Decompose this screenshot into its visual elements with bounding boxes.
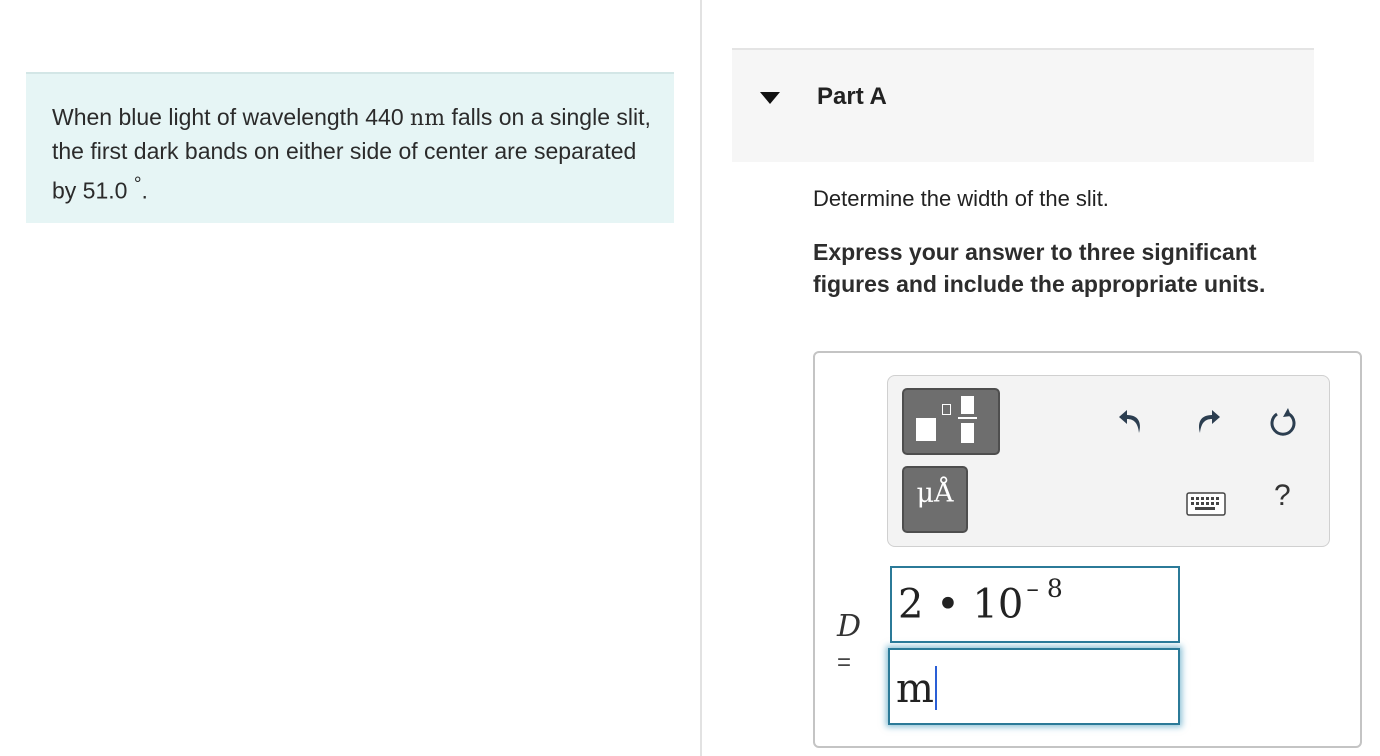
problem-statement-box <box>26 72 674 223</box>
problem-text-before: When blue light of wavelength 440 <box>52 104 404 130</box>
equals-label: = <box>837 649 852 676</box>
reset-icon[interactable] <box>1267 407 1299 439</box>
units-input[interactable] <box>888 648 1180 725</box>
question-text: Determine the width of the slit. <box>813 186 1109 211</box>
keyboard-icon[interactable] <box>1186 492 1226 518</box>
wavelength-unit: nm <box>410 106 446 131</box>
fraction-template-button[interactable] <box>902 388 1000 455</box>
problem-text-after: falls on a single slit, the first dark bands on either side of center are separated by 51.0 <box>52 104 651 204</box>
help-button[interactable]: ? <box>1274 479 1291 512</box>
math-toolbar <box>887 375 1330 547</box>
problem-period: . <box>141 177 148 204</box>
units-button-label: μÅ <box>916 478 954 509</box>
units-button[interactable] <box>902 466 968 533</box>
degree-symbol: ° <box>133 174 142 195</box>
problem-text <box>52 101 652 208</box>
redo-icon[interactable] <box>1193 406 1223 436</box>
text-cursor <box>935 666 937 710</box>
units-value: m <box>896 666 934 712</box>
panel-divider <box>700 0 702 756</box>
units-text <box>896 666 937 712</box>
instruction-text: Express your answer to three significant figures and include the appropriate units. <box>813 239 1266 297</box>
value-mantissa: 2 • 10 <box>898 581 1024 628</box>
collapse-caret-icon[interactable] <box>760 92 780 104</box>
part-a-header[interactable] <box>732 48 1314 162</box>
value-exponent: – 8 <box>1026 574 1063 603</box>
undo-icon[interactable] <box>1116 406 1146 436</box>
value-text <box>898 574 1063 628</box>
value-input[interactable] <box>890 566 1180 643</box>
answer-panel <box>813 351 1362 748</box>
variable-label: D <box>837 609 862 644</box>
part-title: Part A <box>817 83 887 110</box>
